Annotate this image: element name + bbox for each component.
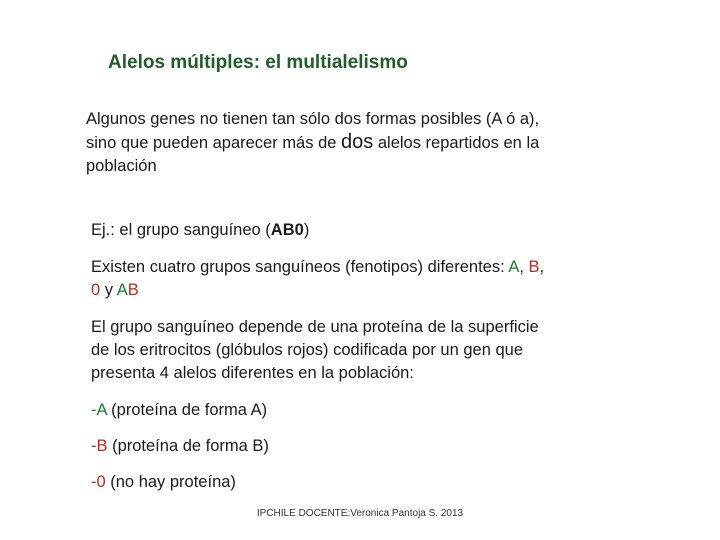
group-a: A bbox=[508, 258, 520, 276]
groups-and: y bbox=[100, 281, 117, 299]
example-bold: AB0 bbox=[270, 221, 304, 239]
groups-paragraph bbox=[91, 256, 631, 302]
description-line-1: El grupo sanguíneo depende de una proteína de la superficie bbox=[91, 318, 539, 336]
group-ab-b: B bbox=[127, 281, 139, 299]
allele-item-b bbox=[91, 435, 631, 458]
allele-desc-a: (proteína de forma A) bbox=[106, 401, 268, 419]
intro-line-2a: sino que pueden aparecer más de bbox=[86, 134, 342, 152]
description-line-3: presenta 4 alelos diferentes en la población: bbox=[91, 364, 414, 382]
groups-sep-2: , bbox=[539, 258, 545, 276]
allele-code-zero: -0 bbox=[91, 473, 106, 491]
allele-desc-b: (proteína de forma B) bbox=[107, 437, 269, 455]
intro-paragraph bbox=[86, 108, 646, 178]
description-line-2: de los eritrocitos (glóbulos rojos) codificada por un gen que bbox=[91, 341, 523, 359]
intro-line-2b: alelos repartidos en la bbox=[373, 134, 540, 152]
allele-item-a bbox=[91, 399, 631, 422]
group-zero: 0 bbox=[91, 281, 101, 299]
groups-text: Existen cuatro grupos sanguíneos (fenotipos) diferentes: bbox=[91, 258, 509, 276]
allele-code-a: -A bbox=[91, 401, 107, 419]
intro-emphasis: dos bbox=[341, 131, 374, 153]
example-suffix: ) bbox=[303, 221, 310, 239]
allele-desc-zero: (no hay proteína) bbox=[105, 473, 236, 491]
groups-sep-1: , bbox=[519, 258, 529, 276]
footer-credit: IPCHILE DOCENTE:Veronica Pantoja S. 2013 bbox=[256, 508, 464, 519]
group-ab-a: A bbox=[116, 281, 128, 299]
intro-line-3: población bbox=[86, 157, 157, 175]
example-prefix: Ej.: el grupo sanguíneo ( bbox=[91, 221, 271, 239]
group-b: B bbox=[528, 258, 540, 276]
allele-item-zero bbox=[91, 471, 631, 494]
slide-title: Alelos múltiples: el multialelismo bbox=[108, 52, 408, 73]
example-line bbox=[91, 219, 631, 242]
allele-code-b: -B bbox=[91, 437, 108, 455]
description-paragraph bbox=[91, 316, 631, 385]
intro-line-1: Algunos genes no tienen tan sólo dos formas posibles (A ó a), bbox=[86, 110, 540, 128]
